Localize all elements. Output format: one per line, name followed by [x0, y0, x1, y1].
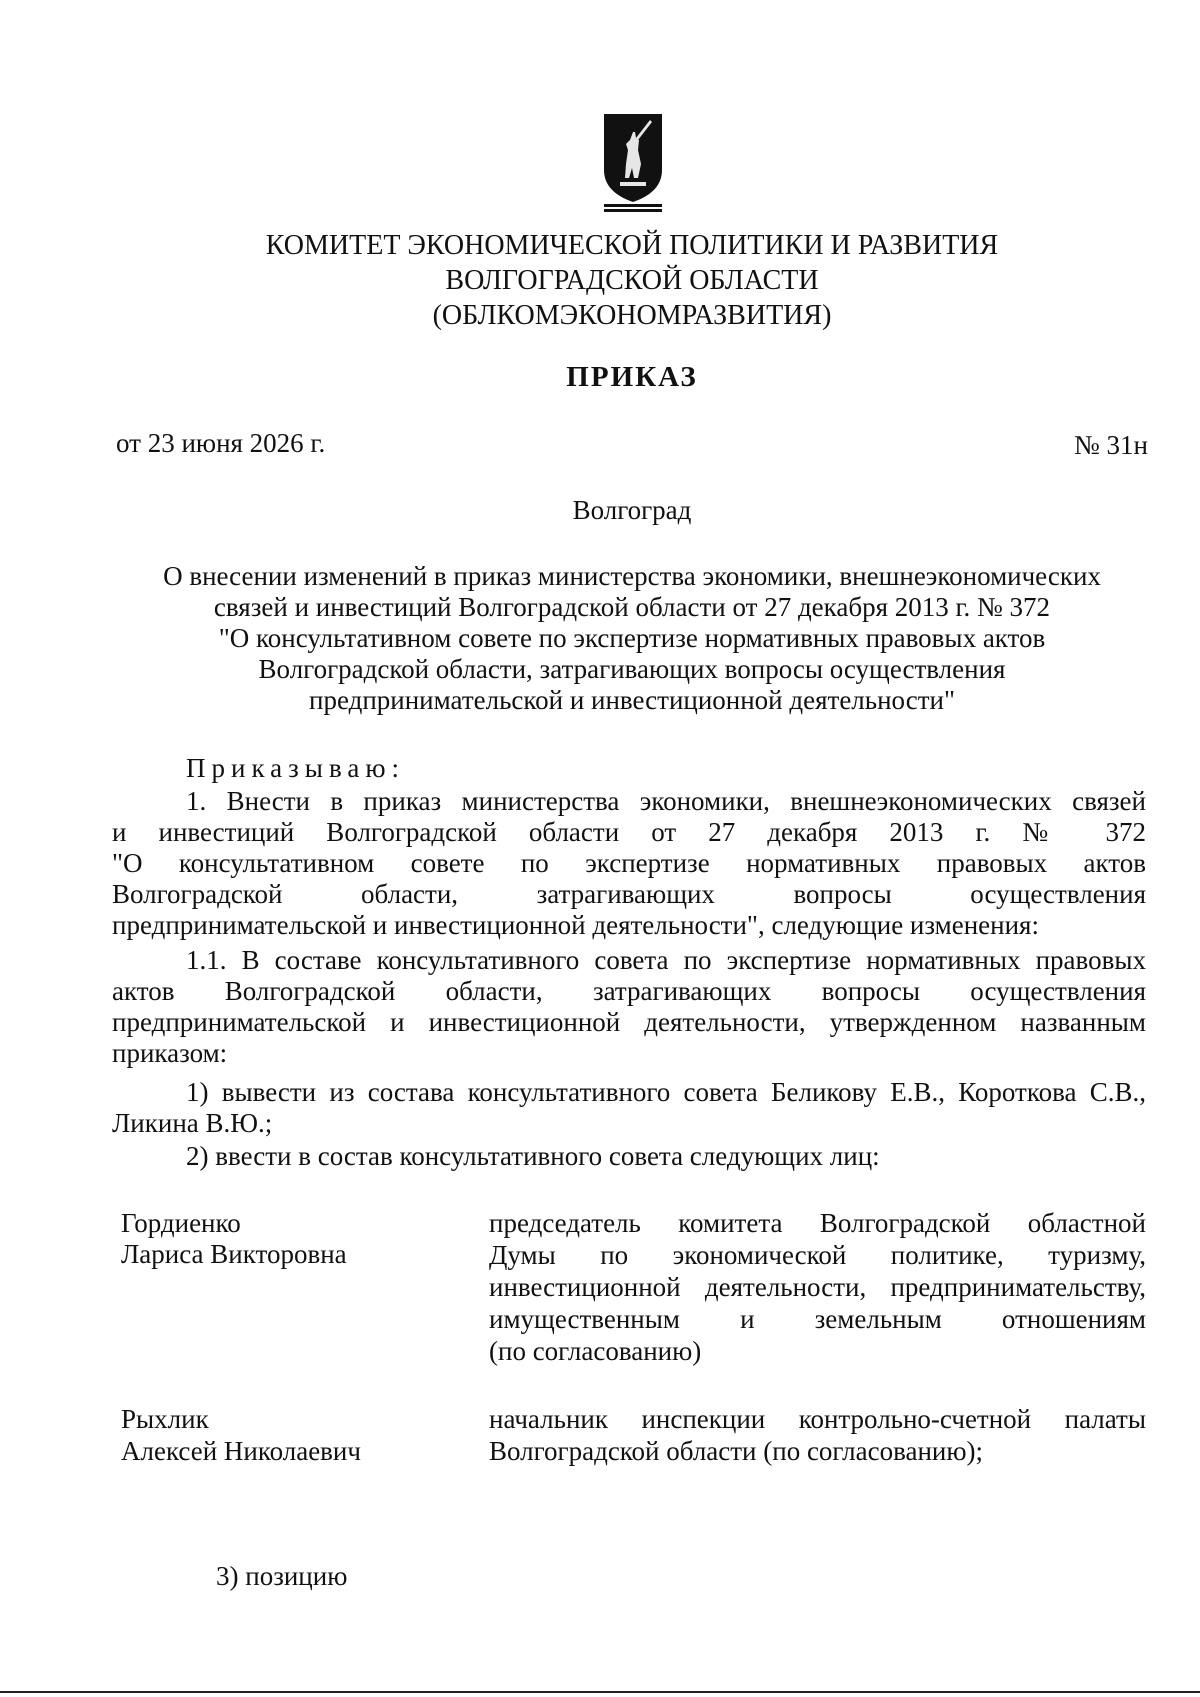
item11-line: приказом: — [112, 1038, 228, 1068]
volgograd-coat-of-arms-icon — [598, 110, 668, 212]
subitem2-line: 2) ввести в состав консультативного совета следующих лиц: — [186, 1141, 880, 1171]
member-role-line: инвестиционной деятельности, предпринимательству, — [489, 1272, 1146, 1302]
city: Волгоград — [572, 495, 692, 525]
member-role-line: (по согласованию) — [489, 1336, 702, 1366]
item1-line: Волгоградской области, затрагивающих вопросы осуществления — [112, 879, 1146, 909]
member-role-line: начальник инспекции контрольно-счетной палаты — [489, 1404, 1146, 1434]
member-role-line: Думы по экономической политике, туризму, — [489, 1240, 1146, 1270]
member-role-line: председатель комитета Волгоградской областной — [489, 1208, 1146, 1238]
item1-line: "О консультативном совете по экспертизе нормативных правовых актов — [112, 848, 1146, 878]
item1-line: предпринимательской и инвестиционной деятельности", следующие изменения: — [112, 910, 1039, 940]
subject-line: Волгоградской области, затрагивающих вопросы осуществления — [258, 654, 1006, 684]
document-number: № 31н — [1074, 430, 1148, 460]
subject-line: О внесении изменений в приказ министерства экономики, внешнеэкономических — [163, 561, 1101, 591]
org-name-line-3: (ОБЛКОМЭКОНОМРАЗВИТИЯ) — [432, 300, 832, 331]
item11-line: 1.1. В составе консультативного совета по экспертизе нормативных правовых — [186, 945, 1146, 975]
subject-line: предпринимательской и инвестиционной деятельности" — [309, 685, 955, 715]
order-word: Приказываю: — [186, 753, 405, 783]
subitem3-line: 3) позицию — [216, 1561, 348, 1591]
member-surname: Рыхлик — [121, 1404, 209, 1434]
item1-line: 1. Внести в приказ министерства экономики, внешнеэкономических связей — [186, 786, 1146, 816]
document-date: от 23 июня 2026 г. — [116, 428, 326, 458]
subject-line: связей и инвестиций Волгоградской области от 27 декабря 2013 г. № 372 — [213, 592, 1051, 622]
org-name-line-2: ВОЛГОГРАДСКОЙ ОБЛАСТИ — [445, 265, 819, 296]
subitem1-line: 1) вывести из состава консультативного совета Беликову Е.В., Короткова С.В., — [186, 1077, 1146, 1107]
document-type-title: ПРИКАЗ — [566, 361, 698, 393]
subitem1-line: Ликина В.Ю.; — [112, 1108, 273, 1138]
item1-line: и инвестиций Волгоградской области от 27 декабря 2013 г. № 372 — [112, 817, 1146, 847]
item11-line: актов Волгоградской области, затрагивающих вопросы осуществления — [112, 976, 1146, 1006]
member-role-line: Волгоградской области (по согласованию); — [489, 1436, 984, 1466]
member-given-name: Лариса Викторовна — [121, 1239, 347, 1269]
member-surname: Гордиенко — [121, 1208, 241, 1238]
member-role-line: имущественным и земельным отношениям — [489, 1304, 1146, 1334]
item11-line: предпринимательской и инвестиционной деятельности, утвержденном названным — [112, 1007, 1146, 1037]
subject-line: "О консультативном совете по экспертизе нормативных правовых актов — [218, 623, 1046, 653]
org-name-line-1: КОМИТЕТ ЭКОНОМИЧЕСКОЙ ПОЛИТИКИ И РАЗВИТИЯ — [265, 230, 999, 261]
member-given-name: Алексей Николаевич — [121, 1436, 361, 1466]
page-bottom-edge — [0, 1691, 1200, 1693]
